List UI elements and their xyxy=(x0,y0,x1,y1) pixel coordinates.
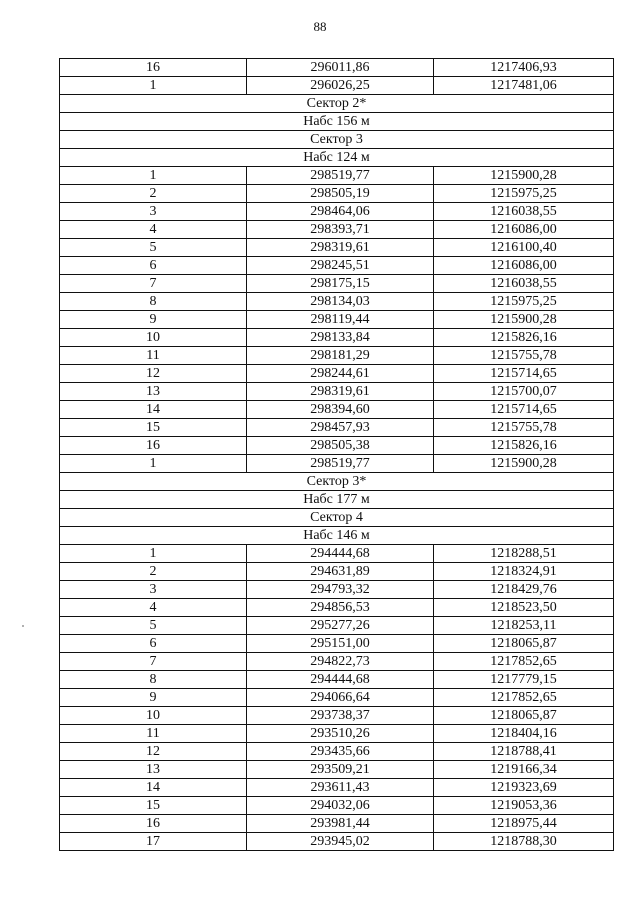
table-row xyxy=(60,419,614,437)
x-coordinate-cell: 294444,68 xyxy=(247,545,434,563)
y-coordinate-cell: 1215755,78 xyxy=(434,347,614,365)
point-number-cell: 9 xyxy=(60,689,247,707)
table-row xyxy=(60,59,614,77)
point-number-cell: 17 xyxy=(60,833,247,851)
y-coordinate-cell: 1219053,36 xyxy=(434,797,614,815)
point-number-cell: 3 xyxy=(60,203,247,221)
x-coordinate-cell: 293435,66 xyxy=(247,743,434,761)
y-coordinate-cell: 1218288,51 xyxy=(434,545,614,563)
sector-header-cell: Набс 146 м xyxy=(60,527,614,545)
y-coordinate-cell: 1215826,16 xyxy=(434,329,614,347)
y-coordinate-cell: 1216100,40 xyxy=(434,239,614,257)
x-coordinate-cell: 294444,68 xyxy=(247,671,434,689)
sector-header-cell: Сектор 4 xyxy=(60,509,614,527)
y-coordinate-cell: 1215700,07 xyxy=(434,383,614,401)
scan-artifact xyxy=(22,625,24,627)
table-row xyxy=(60,761,614,779)
y-coordinate-cell: 1215900,28 xyxy=(434,167,614,185)
y-coordinate-cell: 1218065,87 xyxy=(434,635,614,653)
sector-header-cell: Сектор 3 xyxy=(60,131,614,149)
table-row xyxy=(60,779,614,797)
x-coordinate-cell: 294066,64 xyxy=(247,689,434,707)
x-coordinate-cell: 298175,15 xyxy=(247,275,434,293)
point-number-cell: 15 xyxy=(60,797,247,815)
page-number: 88 xyxy=(313,19,327,34)
table-row xyxy=(60,671,614,689)
table-row xyxy=(60,797,614,815)
x-coordinate-cell: 298133,84 xyxy=(247,329,434,347)
y-coordinate-cell: 1217481,06 xyxy=(434,77,614,95)
point-number-cell: 1 xyxy=(60,167,247,185)
x-coordinate-cell: 298245,51 xyxy=(247,257,434,275)
point-number-cell: 10 xyxy=(60,707,247,725)
table-row xyxy=(60,275,614,293)
table-row xyxy=(60,743,614,761)
sector-header-cell: Набс 124 м xyxy=(60,149,614,167)
point-number-cell: 16 xyxy=(60,815,247,833)
table-row xyxy=(60,833,614,851)
y-coordinate-cell: 1218523,50 xyxy=(434,599,614,617)
y-coordinate-cell: 1215826,16 xyxy=(434,437,614,455)
point-number-cell: 11 xyxy=(60,347,247,365)
point-number-cell: 4 xyxy=(60,599,247,617)
point-number-cell: 6 xyxy=(60,257,247,275)
y-coordinate-cell: 1216038,55 xyxy=(434,275,614,293)
table-row xyxy=(60,581,614,599)
y-coordinate-cell: 1218404,16 xyxy=(434,725,614,743)
x-coordinate-cell: 293981,44 xyxy=(247,815,434,833)
point-number-cell: 1 xyxy=(60,545,247,563)
point-number-cell: 7 xyxy=(60,653,247,671)
point-number-cell: 12 xyxy=(60,365,247,383)
y-coordinate-cell: 1215714,65 xyxy=(434,401,614,419)
x-coordinate-cell: 293510,26 xyxy=(247,725,434,743)
x-coordinate-cell: 298181,29 xyxy=(247,347,434,365)
table-row xyxy=(60,815,614,833)
table-row xyxy=(60,221,614,239)
y-coordinate-cell: 1218975,44 xyxy=(434,815,614,833)
point-number-cell: 3 xyxy=(60,581,247,599)
table-row xyxy=(60,383,614,401)
x-coordinate-cell: 298319,61 xyxy=(247,239,434,257)
table-row xyxy=(60,239,614,257)
table-row xyxy=(60,329,614,347)
x-coordinate-cell: 294631,89 xyxy=(247,563,434,581)
table-row xyxy=(60,635,614,653)
y-coordinate-cell: 1216086,00 xyxy=(434,221,614,239)
coordinates-table-body xyxy=(60,59,614,851)
y-coordinate-cell: 1218324,91 xyxy=(434,563,614,581)
x-coordinate-cell: 293738,37 xyxy=(247,707,434,725)
y-coordinate-cell: 1217852,65 xyxy=(434,689,614,707)
x-coordinate-cell: 298505,19 xyxy=(247,185,434,203)
point-number-cell: 8 xyxy=(60,671,247,689)
x-coordinate-cell: 293945,02 xyxy=(247,833,434,851)
coordinates-table xyxy=(59,58,614,851)
x-coordinate-cell: 298119,44 xyxy=(247,311,434,329)
sector-header-cell: Сектор 3* xyxy=(60,473,614,491)
table-row xyxy=(60,365,614,383)
table-row xyxy=(60,167,614,185)
point-number-cell: 16 xyxy=(60,59,247,77)
table-row xyxy=(60,689,614,707)
y-coordinate-cell: 1216086,00 xyxy=(434,257,614,275)
sector-header-row xyxy=(60,473,614,491)
point-number-cell: 7 xyxy=(60,275,247,293)
table-row xyxy=(60,707,614,725)
table-row xyxy=(60,293,614,311)
y-coordinate-cell: 1215975,25 xyxy=(434,185,614,203)
y-coordinate-cell: 1215900,28 xyxy=(434,311,614,329)
point-number-cell: 5 xyxy=(60,239,247,257)
y-coordinate-cell: 1215900,28 xyxy=(434,455,614,473)
table-row xyxy=(60,545,614,563)
point-number-cell: 13 xyxy=(60,383,247,401)
sector-header-row xyxy=(60,95,614,113)
x-coordinate-cell: 298394,60 xyxy=(247,401,434,419)
y-coordinate-cell: 1219323,69 xyxy=(434,779,614,797)
x-coordinate-cell: 298519,77 xyxy=(247,455,434,473)
y-coordinate-cell: 1215755,78 xyxy=(434,419,614,437)
table-row xyxy=(60,437,614,455)
point-number-cell: 2 xyxy=(60,185,247,203)
point-number-cell: 5 xyxy=(60,617,247,635)
sector-header-row xyxy=(60,527,614,545)
y-coordinate-cell: 1218788,30 xyxy=(434,833,614,851)
x-coordinate-cell: 294793,32 xyxy=(247,581,434,599)
table-row xyxy=(60,653,614,671)
x-coordinate-cell: 293611,43 xyxy=(247,779,434,797)
point-number-cell: 16 xyxy=(60,437,247,455)
x-coordinate-cell: 293509,21 xyxy=(247,761,434,779)
point-number-cell: 14 xyxy=(60,779,247,797)
y-coordinate-cell: 1218788,41 xyxy=(434,743,614,761)
x-coordinate-cell: 298519,77 xyxy=(247,167,434,185)
y-coordinate-cell: 1218429,76 xyxy=(434,581,614,599)
table-row xyxy=(60,455,614,473)
x-coordinate-cell: 298457,93 xyxy=(247,419,434,437)
point-number-cell: 6 xyxy=(60,635,247,653)
table-row xyxy=(60,563,614,581)
point-number-cell: 1 xyxy=(60,455,247,473)
x-coordinate-cell: 298244,61 xyxy=(247,365,434,383)
y-coordinate-cell: 1217852,65 xyxy=(434,653,614,671)
sector-header-row xyxy=(60,113,614,131)
point-number-cell: 2 xyxy=(60,563,247,581)
y-coordinate-cell: 1218253,11 xyxy=(434,617,614,635)
x-coordinate-cell: 294032,06 xyxy=(247,797,434,815)
table-row xyxy=(60,599,614,617)
point-number-cell: 13 xyxy=(60,761,247,779)
x-coordinate-cell: 295277,26 xyxy=(247,617,434,635)
y-coordinate-cell: 1219166,34 xyxy=(434,761,614,779)
y-coordinate-cell: 1217406,93 xyxy=(434,59,614,77)
table-row xyxy=(60,77,614,95)
x-coordinate-cell: 298505,38 xyxy=(247,437,434,455)
x-coordinate-cell: 298393,71 xyxy=(247,221,434,239)
x-coordinate-cell: 295151,00 xyxy=(247,635,434,653)
point-number-cell: 10 xyxy=(60,329,247,347)
table-row xyxy=(60,311,614,329)
point-number-cell: 11 xyxy=(60,725,247,743)
x-coordinate-cell: 294822,73 xyxy=(247,653,434,671)
y-coordinate-cell: 1217779,15 xyxy=(434,671,614,689)
point-number-cell: 12 xyxy=(60,743,247,761)
point-number-cell: 15 xyxy=(60,419,247,437)
sector-header-row xyxy=(60,131,614,149)
y-coordinate-cell: 1216038,55 xyxy=(434,203,614,221)
x-coordinate-cell: 296011,86 xyxy=(247,59,434,77)
x-coordinate-cell: 298464,06 xyxy=(247,203,434,221)
x-coordinate-cell: 298319,61 xyxy=(247,383,434,401)
point-number-cell: 8 xyxy=(60,293,247,311)
sector-header-row xyxy=(60,509,614,527)
x-coordinate-cell: 296026,25 xyxy=(247,77,434,95)
point-number-cell: 4 xyxy=(60,221,247,239)
x-coordinate-cell: 298134,03 xyxy=(247,293,434,311)
table-row xyxy=(60,257,614,275)
table-row xyxy=(60,401,614,419)
point-number-cell: 1 xyxy=(60,77,247,95)
table-row xyxy=(60,347,614,365)
table-row xyxy=(60,617,614,635)
point-number-cell: 14 xyxy=(60,401,247,419)
table-row xyxy=(60,203,614,221)
y-coordinate-cell: 1215714,65 xyxy=(434,365,614,383)
y-coordinate-cell: 1218065,87 xyxy=(434,707,614,725)
sector-header-row xyxy=(60,491,614,509)
sector-header-row xyxy=(60,149,614,167)
sector-header-cell: Набс 156 м xyxy=(60,113,614,131)
table-row xyxy=(60,185,614,203)
sector-header-cell: Сектор 2* xyxy=(60,95,614,113)
x-coordinate-cell: 294856,53 xyxy=(247,599,434,617)
y-coordinate-cell: 1215975,25 xyxy=(434,293,614,311)
sector-header-cell: Набс 177 м xyxy=(60,491,614,509)
table-row xyxy=(60,725,614,743)
point-number-cell: 9 xyxy=(60,311,247,329)
